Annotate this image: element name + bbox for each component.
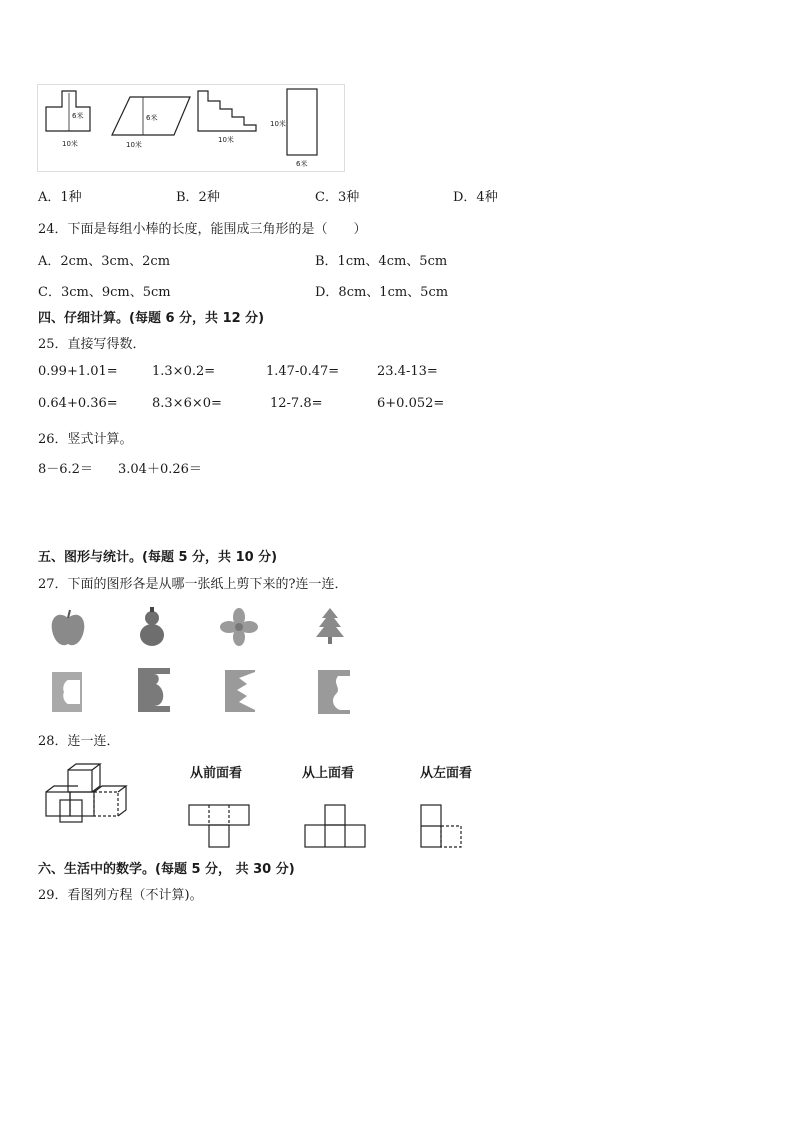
fig4-height-label: 10米 (270, 120, 286, 128)
q23-option-d[interactable]: D．4种 (453, 190, 498, 205)
fig1-height-label: 6米 (72, 112, 84, 120)
q25-r2c1: 0.64+0.36= (38, 396, 118, 411)
q25-r1c3: 1.47-0.47= (266, 364, 340, 379)
cube-stack-figure (44, 762, 136, 824)
q23-figure (37, 84, 345, 172)
fig1-base-label: 10米 (62, 140, 78, 148)
top-view-shape[interactable] (304, 804, 366, 848)
section6-title: 六、生活中的数学。(每题 5 分， 共 30 分) (38, 862, 295, 877)
gourd-icon (135, 606, 169, 648)
q24-option-a[interactable]: A．2cm、3cm、2cm (38, 254, 171, 269)
q25-r1c1: 0.99+1.01= (38, 364, 118, 379)
left-view-shape[interactable] (420, 804, 464, 848)
paper-sheet-1[interactable] (52, 672, 82, 712)
paper-sheet-3[interactable] (225, 670, 255, 712)
fig2-base-label: 10米 (126, 141, 142, 149)
front-view-shape[interactable] (188, 804, 250, 848)
apple-icon (48, 608, 88, 648)
view-top-label: 从上面看 (302, 766, 355, 781)
q28-stem: 28．连一连． (38, 734, 120, 749)
q24-stem: 24．下面是每组小棒的长度，能围成三角形的是（ ） (38, 222, 367, 237)
paper-sheet-2[interactable] (138, 668, 170, 712)
q25-stem: 25．直接写得数． (38, 337, 146, 352)
fig3-base-label: 10米 (218, 136, 234, 144)
section4-title: 四、仔细计算。(每题 6 分，共 12 分) (38, 311, 265, 326)
section5-title: 五、图形与统计。(每题 5 分，共 10 分) (38, 550, 278, 565)
q23-option-b[interactable]: B．2种 (176, 190, 220, 205)
q27-stem: 27．下面的图形各是从哪一张纸上剪下来的?连一连． (38, 577, 348, 592)
q26-item-1: 8－6.2＝ (38, 462, 93, 477)
q24-option-d[interactable]: D．8cm、1cm、5cm (315, 285, 449, 300)
flower-icon (220, 608, 258, 646)
q23-option-a[interactable]: A．1种 (38, 190, 82, 205)
q25-r1c4: 23.4-13= (377, 364, 438, 379)
q25-r2c3: 12-7.8= (270, 396, 323, 411)
q29-stem: 29．看图列方程（不计算)。 (38, 888, 203, 903)
q26-item-2: 3.04＋0.26＝ (118, 462, 202, 477)
q25-r1c2: 1.3×0.2= (152, 364, 216, 379)
q24-option-b[interactable]: B．1cm、4cm、5cm (315, 254, 448, 269)
paper-sheet-4[interactable] (318, 670, 350, 714)
q26-stem: 26．竖式计算。 (38, 432, 133, 447)
q23-option-c[interactable]: C．3种 (315, 190, 360, 205)
q25-r2c2: 8.3×6×0= (152, 396, 222, 411)
fig4-base-label: 6米 (296, 160, 308, 168)
view-front-label: 从前面看 (190, 766, 243, 781)
q25-r2c4: 6+0.052= (377, 396, 445, 411)
tree-icon (313, 606, 347, 646)
view-left-label: 从左面看 (420, 766, 473, 781)
q24-option-c[interactable]: C．3cm、9cm、5cm (38, 285, 171, 300)
fig2-height-label: 6米 (146, 114, 158, 122)
